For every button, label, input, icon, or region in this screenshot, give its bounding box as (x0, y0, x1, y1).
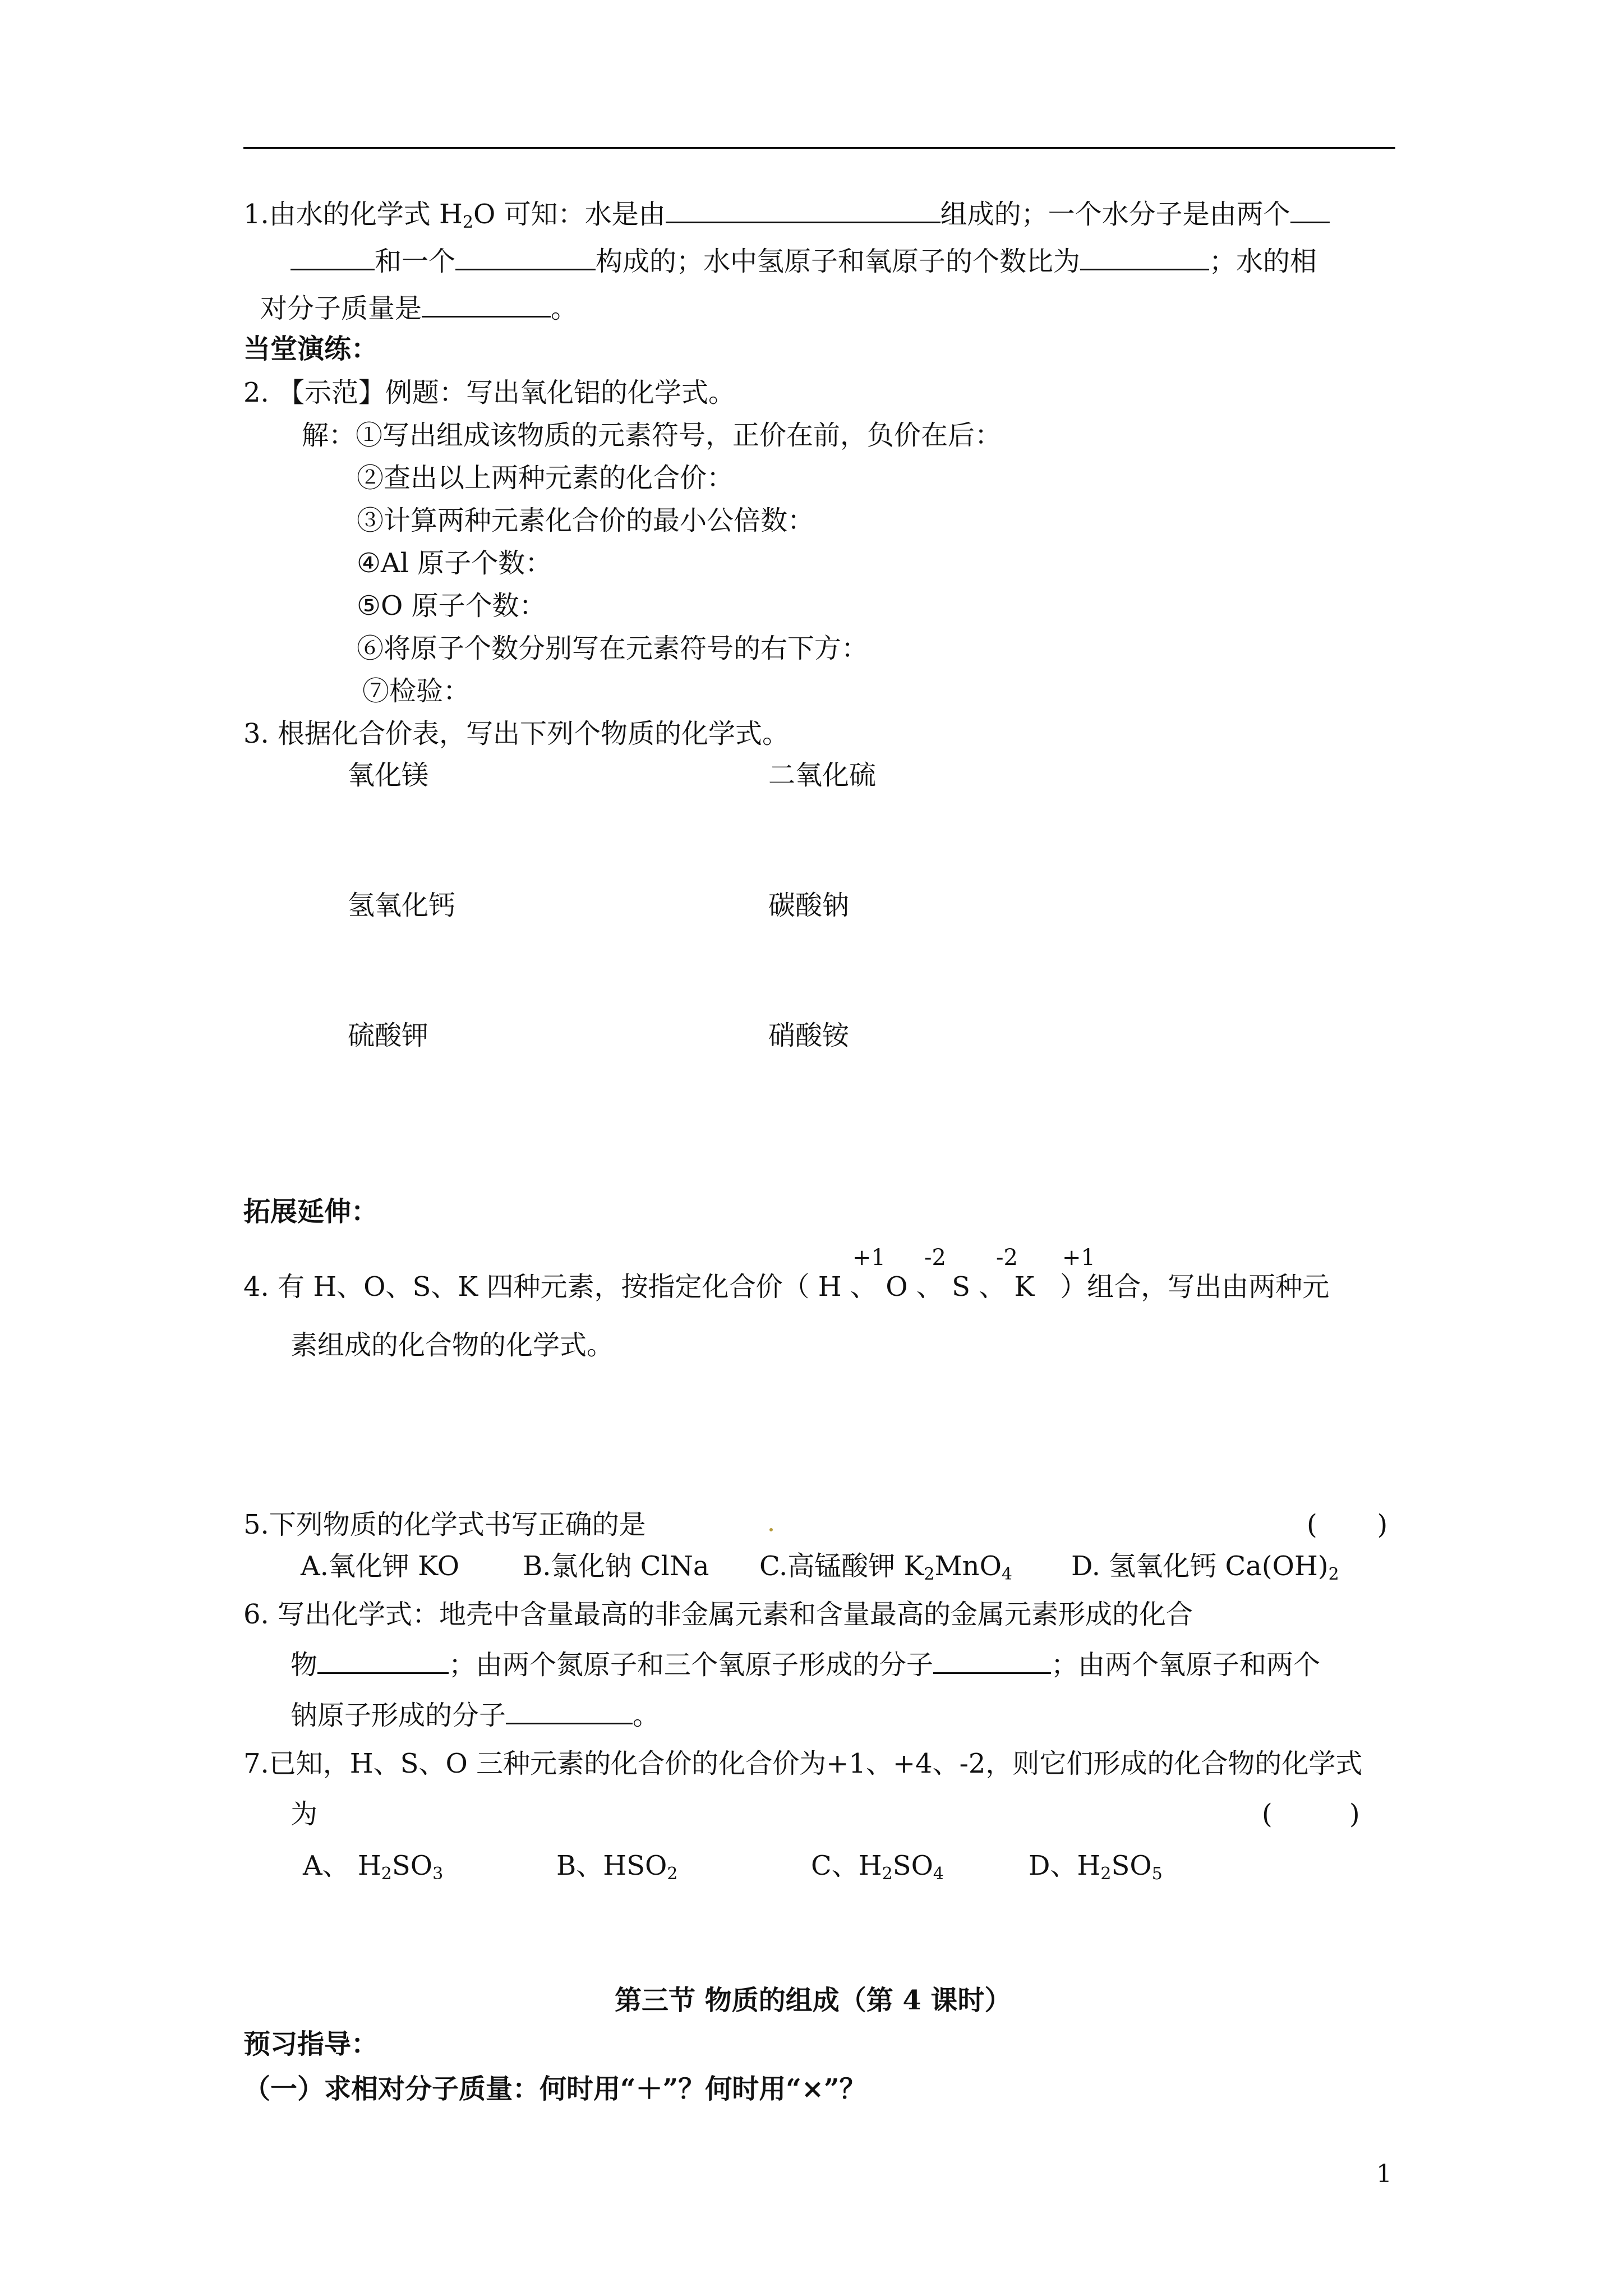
q3-title: 3. 根据化合价表，写出下列个物质的化学式。 (243, 718, 790, 749)
section-practice-heading: 当堂演练： (243, 333, 379, 365)
q2-step-1: 解：①写出组成该物质的元素符号，正价在前，负价在后： (302, 420, 1002, 451)
q6-line-2: 物 ；由两个氮原子和三个氧原子形成的分子 ；由两个氧原子和两个 (291, 1647, 1320, 1683)
q3-item-potassium-sulfate: 硫酸钾 (348, 1020, 429, 1051)
q5-option-b: B.氯化钠 ClNa (523, 1550, 709, 1582)
q1-blank-atom-a-start[interactable] (1290, 197, 1330, 223)
section-extension-heading: 拓展延伸： (243, 1196, 379, 1227)
q5-answer-parentheses[interactable]: ( ) (1307, 1509, 1388, 1540)
q5-option-d: D. 氢氧化钙 $Ca(OH)_2$ (1071, 1550, 1339, 1584)
section-title: 第三节 物质的组成（第 4 课时） (615, 1985, 1012, 2016)
q7-line-2: 为 (291, 1798, 318, 1830)
q1-blank-atom-a[interactable] (291, 244, 375, 270)
preview-question: （一）求相对分子质量：何时用“＋”？何时用“×”？ (243, 2073, 866, 2105)
q3-item-calcium-hydroxide: 氢氧化钙 (348, 890, 456, 921)
header-rule (243, 147, 1395, 149)
q2-step-5: ⑤O 原子个数： (357, 590, 546, 622)
q4-line-1: 4. 有 H、O、S、K 四种元素，按指定化合价（ H 、 O 、 S 、 K ）组合，写出由两种元 (243, 1271, 1330, 1303)
q1-line-3: 对分子质量是 。 (260, 291, 578, 326)
q6-blank-sodium-oxide[interactable] (506, 1698, 633, 1724)
q4-valence-o: -2 (924, 1245, 946, 1271)
q6-blank-compound[interactable] (317, 1648, 449, 1674)
q1-blank-atom-b[interactable] (455, 244, 596, 270)
q2-step-7: ⑦检验： (362, 675, 471, 707)
q3-item-ammonium-nitrate: 硝酸铵 (768, 1020, 850, 1051)
q1-line-2: 和一个 构成的；水中氢原子和氧原子的个数比为 ；水的相 (291, 243, 1317, 279)
q3-item-magnesium-oxide: 氧化镁 (348, 760, 429, 791)
q1-blank-mass[interactable] (422, 291, 551, 318)
q5-title: 5.下列物质的化学式书写正确的是 (243, 1509, 646, 1540)
q4-valence-s: -2 (996, 1245, 1018, 1271)
q2-step-6: ⑥将原子个数分别写在元素符号的右下方： (357, 633, 869, 664)
q2-step-3: ③计算两种元素化合价的最小公倍数： (357, 505, 815, 536)
decorative-dot (769, 1528, 773, 1531)
page-number: 1 (1376, 2160, 1392, 2188)
q7-option-d: D、$H_2SO_5$ (1029, 1850, 1163, 1884)
q5-option-c: C.高锰酸钾 $K_2MnO_4$ (759, 1550, 1013, 1584)
q4-line-2: 素组成的化合物的化学式。 (291, 1329, 614, 1361)
q1-blank-ratio[interactable] (1080, 244, 1209, 270)
q2-step-2: ②查出以上两种元素的化合价： (357, 462, 734, 494)
q1-line-1: 1.由水的化学式 $H_2O$ 可知：水是由 组成的；一个水分子是由两个 (243, 196, 1330, 241)
q6-line-3: 钠原子形成的分子 。 (291, 1697, 660, 1733)
q7-answer-parentheses[interactable]: ( ) (1262, 1798, 1360, 1830)
q3-item-sodium-carbonate: 碳酸钠 (768, 890, 850, 921)
q5-option-a: A.氧化钾 KO (301, 1550, 460, 1582)
q4-valence-h: +1 (852, 1245, 886, 1271)
q7-option-c: C、$H_2SO_4$ (811, 1850, 944, 1884)
q6-blank-nitrogen-oxide[interactable] (933, 1648, 1051, 1674)
q7-option-b: B、$HSO_2$ (556, 1850, 678, 1884)
q3-item-sulfur-dioxide: 二氧化硫 (768, 760, 877, 791)
q6-line-1: 6. 写出化学式：地壳中含量最高的非金属元素和含量最高的金属元素形成的化合 (243, 1599, 1193, 1630)
q7-line-1: 7.已知，H、S、O 三种元素的化合价的化合价为+1、+4、-2，则它们形成的化合物的化学式 (243, 1748, 1363, 1779)
q7-option-a: A、 $H_2SO_3$ (303, 1850, 444, 1884)
q2-step-4: ④Al 原子个数： (357, 547, 552, 579)
q2-title: 2. 【示范】例题：写出氧化铝的化学式。 (243, 377, 736, 408)
preview-heading: 预习指导： (243, 2028, 379, 2060)
q4-valence-k: +1 (1062, 1245, 1095, 1271)
q1-blank-composition[interactable] (666, 197, 940, 223)
